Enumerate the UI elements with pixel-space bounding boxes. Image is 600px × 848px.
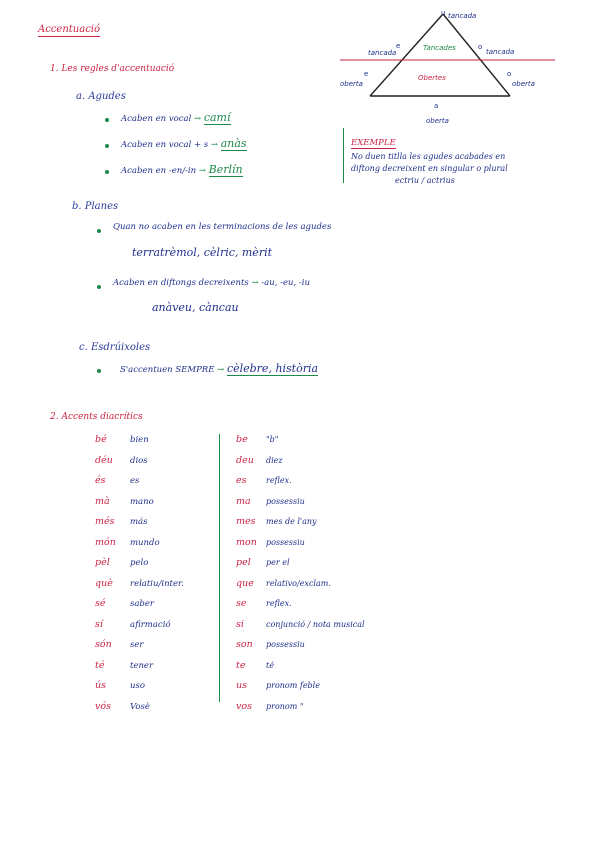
diacritic-meaning: mundo bbox=[130, 537, 160, 548]
diacritic-meaning: ser bbox=[130, 640, 144, 650]
rule-text: S'accentuen SEMPRE bbox=[120, 365, 215, 375]
diacritic-word: més bbox=[95, 516, 115, 527]
label-inner-top: Tancades bbox=[423, 44, 456, 52]
diacritic-word: vos bbox=[236, 700, 252, 712]
rule-text: Acaben en diftongs decreixents bbox=[113, 278, 249, 288]
diacritic-meaning: diez bbox=[266, 455, 283, 465]
diacritic-word: deu bbox=[236, 454, 254, 466]
rule-text: Acaben en -en/-in bbox=[121, 166, 197, 176]
diacritic-word: té bbox=[95, 659, 105, 671]
diacritic-meaning: más bbox=[130, 517, 148, 527]
diacritic-word: què bbox=[95, 577, 113, 589]
diacritic-word: mon bbox=[236, 536, 257, 548]
rule-text: Acaben en vocal bbox=[121, 114, 192, 124]
diacritic-word: déu bbox=[95, 454, 113, 466]
diacritic-meaning: mes de l'any bbox=[266, 517, 317, 526]
exemple-line-1: No duen titlla les agudes acabades en bbox=[351, 152, 506, 161]
diacritic-meaning: possessiu bbox=[266, 640, 305, 649]
diacritic-meaning: possessiu bbox=[266, 537, 305, 547]
planes-examples-1: terratrèmol, cèlric, mèrit bbox=[132, 246, 273, 259]
label-left: oberta bbox=[340, 80, 363, 88]
diacritic-meaning: pronom " bbox=[266, 701, 304, 711]
diacritic-word: be bbox=[236, 434, 248, 445]
diacritic-meaning: dios bbox=[130, 455, 148, 466]
bullet-dot bbox=[97, 285, 101, 289]
planes-label: b. Planes bbox=[72, 201, 119, 212]
vowel-o-lower: o bbox=[507, 70, 512, 78]
page-title: Accentuació bbox=[38, 24, 101, 35]
diacritic-meaning: conjunció / nota musical bbox=[266, 619, 365, 629]
rule-example: Berlín bbox=[208, 163, 243, 176]
rule-text: Acaben en vocal + s bbox=[121, 140, 209, 150]
vowel-triangle-diagram bbox=[330, 2, 560, 127]
arrow-icon: → bbox=[194, 114, 202, 124]
bullet-dot bbox=[105, 144, 109, 148]
diacritic-meaning: uso bbox=[130, 681, 145, 691]
diacritic-word: sí bbox=[95, 618, 103, 630]
diacritic-word: es bbox=[236, 475, 247, 486]
diacritic-meaning: tener bbox=[130, 660, 154, 671]
exemple-title: EXEMPLE bbox=[351, 138, 396, 148]
vowel-o-upper: o bbox=[478, 43, 483, 51]
agudes-rule-1 bbox=[121, 111, 231, 124]
diacritic-word: mes bbox=[236, 516, 256, 527]
diacritic-word: mà bbox=[95, 495, 110, 507]
diacritic-meaning: pelo bbox=[130, 558, 149, 568]
diacritic-word: és bbox=[95, 475, 106, 486]
exemple-note bbox=[351, 130, 551, 185]
diacritic-word: us bbox=[236, 680, 247, 691]
agudes-rule-3 bbox=[121, 163, 243, 176]
diacritic-word: si bbox=[236, 618, 244, 630]
label-bottom: oberta bbox=[426, 117, 449, 125]
rule-example: camí bbox=[203, 111, 231, 124]
diacritic-word: són bbox=[95, 639, 112, 650]
bullet-dot bbox=[105, 170, 109, 174]
diacritic-word: bé bbox=[95, 434, 107, 445]
planes-rule-2 bbox=[113, 278, 310, 288]
vowel-e-lower: e bbox=[364, 70, 369, 78]
diacritic-word: sé bbox=[95, 598, 106, 609]
arrow-icon: → bbox=[210, 140, 219, 150]
diacritic-meaning: afirmació bbox=[130, 619, 171, 630]
diacritic-meaning: Vosè bbox=[130, 701, 150, 712]
diacritic-word: vós bbox=[95, 700, 111, 712]
diacritic-word: pèl bbox=[95, 557, 110, 568]
rule-example: cèlebre, història bbox=[226, 362, 319, 375]
diacritic-word: te bbox=[236, 659, 246, 671]
diacritic-word: son bbox=[236, 639, 253, 650]
bullet-dot bbox=[105, 118, 109, 122]
agudes-label: a. Agudes bbox=[76, 91, 126, 102]
diacritic-meaning: possessiu bbox=[266, 496, 305, 506]
diacritic-meaning: bien bbox=[130, 435, 149, 445]
diacritic-meaning: mano bbox=[130, 496, 154, 507]
arrow-icon: → bbox=[198, 166, 206, 176]
vowel-u: u bbox=[441, 9, 446, 17]
esdruixoles-rule bbox=[120, 362, 318, 375]
rule-endings: -au, -eu, -iu bbox=[261, 278, 310, 288]
diacritic-word: ús bbox=[95, 680, 106, 691]
diacritic-meaning: saber bbox=[130, 599, 154, 609]
section-2-heading: 2. Accents diacrítics bbox=[50, 412, 143, 422]
diacritic-word: món bbox=[95, 536, 116, 548]
planes-rule-1: Quan no acaben en les terminacions de les agudes bbox=[113, 222, 332, 232]
section-1-heading: 1. Les regles d'accentuació bbox=[50, 64, 175, 74]
vowel-a: a bbox=[434, 102, 439, 110]
diacritic-word: se bbox=[236, 598, 247, 609]
diacritic-word: ma bbox=[236, 495, 251, 507]
diacritic-meaning: relativo/exclam. bbox=[266, 578, 331, 588]
rule-example: anàs bbox=[220, 137, 247, 150]
diacritic-meaning: reflex. bbox=[266, 476, 292, 485]
diacritic-meaning: relatiu/inter. bbox=[130, 578, 184, 589]
esdruixoles-label: c. Esdrúixoles bbox=[79, 342, 151, 353]
diacritic-meaning: té bbox=[266, 660, 274, 670]
planes-examples-2: anàveu, càncau bbox=[152, 301, 239, 314]
diacritic-meaning: pronom feble bbox=[266, 681, 320, 690]
diacritic-word: pel bbox=[236, 557, 251, 568]
diacritic-meaning: per el bbox=[266, 558, 290, 567]
diacritic-meaning: reflex. bbox=[266, 599, 292, 608]
vowel-e-upper: e bbox=[396, 42, 401, 50]
exemple-line-2: diftong decreixent en singular o plural bbox=[351, 164, 508, 173]
diacritic-meaning: es bbox=[130, 476, 140, 486]
column-divider bbox=[219, 434, 220, 702]
agudes-rule-2 bbox=[121, 137, 247, 150]
exemple-bracket bbox=[343, 128, 344, 183]
bullet-dot bbox=[97, 369, 101, 373]
arrow-icon: → bbox=[217, 365, 225, 375]
exemple-line-3: ectriu / actrius bbox=[395, 176, 455, 185]
label-inner-bottom: Obertes bbox=[418, 74, 446, 82]
label-right: oberta bbox=[512, 80, 535, 88]
label-upper-left: tancada bbox=[368, 49, 397, 57]
diacritic-meaning: "b" bbox=[266, 435, 279, 444]
bullet-dot bbox=[97, 229, 101, 233]
label-top: tancada bbox=[448, 12, 477, 20]
label-upper-right: tancada bbox=[486, 48, 515, 56]
diacritic-word: que bbox=[236, 577, 254, 589]
arrow-icon: → bbox=[251, 278, 259, 288]
